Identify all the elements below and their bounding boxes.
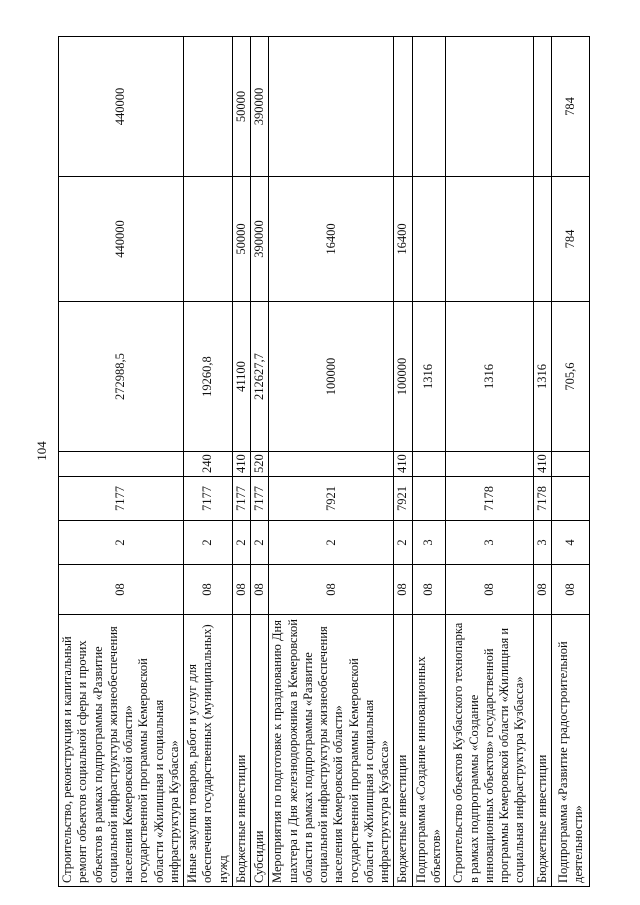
code-target-cell: 7921	[394, 477, 412, 521]
value-year2-cell: 16400	[394, 177, 412, 302]
table-row	[412, 37, 446, 887]
row-name-cell: Подпрограмма «Развитие градостроительной деятельности»	[552, 615, 590, 887]
page-number: 104	[34, 441, 49, 461]
table-row	[394, 37, 412, 887]
row-name-cell: Бюджетные инвестиции	[232, 615, 250, 887]
table-row	[446, 37, 534, 887]
code-expense-type-cell: 410	[534, 452, 552, 477]
code-section-cell: 08	[552, 565, 590, 615]
value-year1-cell: 705,6	[552, 302, 590, 452]
code-expense-type-cell	[552, 452, 590, 477]
code-section-cell: 08	[412, 565, 446, 615]
value-year2-cell	[446, 177, 534, 302]
value-year2-cell: 784	[552, 177, 590, 302]
value-year1-cell: 41100	[232, 302, 250, 452]
code-target-cell: 7177	[232, 477, 250, 521]
code-section-cell: 08	[446, 565, 534, 615]
value-year1-cell: 100000	[269, 302, 394, 452]
value-year3-cell	[269, 37, 394, 177]
code-target-cell: 7177	[184, 477, 233, 521]
row-name-cell: Субсидии	[251, 615, 269, 887]
row-name-cell: Бюджетные инвестиции	[534, 615, 552, 887]
value-year2-cell	[534, 177, 552, 302]
code-section-cell: 08	[534, 565, 552, 615]
value-year3-cell: 440000	[59, 37, 184, 177]
value-year2-cell: 16400	[269, 177, 394, 302]
value-year2-cell	[184, 177, 233, 302]
row-name-cell: Строительство, реконструкция и капитальный ремонт объектов социальной сферы и прочих объектов в рамках подпрограммы «Развитие социальной инфраструктуры жизнеобеспечения населения Кемеровской области» государственной программы Кемеровской области «Жилищная и социальная инфраструктура Кузбасса»	[59, 615, 184, 887]
code-target-cell: 7177	[251, 477, 269, 521]
code-target-cell: 7178	[534, 477, 552, 521]
code-section-cell: 08	[184, 565, 233, 615]
value-year2-cell: 390000	[251, 177, 269, 302]
code-subprogram-cell: 3	[412, 521, 446, 565]
value-year2-cell: 50000	[232, 177, 250, 302]
code-expense-type-cell: 410	[232, 452, 250, 477]
budget-table-body	[59, 37, 590, 887]
code-section-cell: 08	[269, 565, 394, 615]
value-year3-cell: 50000	[232, 37, 250, 177]
table-row	[552, 37, 590, 887]
value-year3-cell	[446, 37, 534, 177]
code-expense-type-cell	[59, 452, 184, 477]
row-name-cell: Подпрограмма «Создание инновационных объектов»	[412, 615, 446, 887]
value-year2-cell	[412, 177, 446, 302]
row-name-cell: Мероприятия по подготовке к празднованию Дня шахтера и Дня железнодорожника в Кемеровской области в рамках подпрограммы «Развитие социальной инфраструктуры жизнеобеспечения населения Кемеровской области» государственной программы Кемеровской области «Жилищная и социальная инфраструктура Кузбасса»	[269, 615, 394, 887]
table-row	[269, 37, 394, 887]
row-name-cell: Бюджетные инвестиции	[394, 615, 412, 887]
code-subprogram-cell: 2	[184, 521, 233, 565]
table-row	[184, 37, 233, 887]
code-expense-type-cell: 240	[184, 452, 233, 477]
value-year3-cell	[394, 37, 412, 177]
code-target-cell: 7177	[59, 477, 184, 521]
code-subprogram-cell: 3	[446, 521, 534, 565]
code-subprogram-cell: 2	[269, 521, 394, 565]
table-row	[251, 37, 269, 887]
code-subprogram-cell: 2	[232, 521, 250, 565]
value-year3-cell	[184, 37, 233, 177]
value-year1-cell: 1316	[412, 302, 446, 452]
value-year3-cell: 390000	[251, 37, 269, 177]
code-expense-type-cell	[412, 452, 446, 477]
value-year1-cell: 19260,8	[184, 302, 233, 452]
code-subprogram-cell: 2	[59, 521, 184, 565]
value-year1-cell: 100000	[394, 302, 412, 452]
code-section-cell: 08	[394, 565, 412, 615]
code-expense-type-cell	[269, 452, 394, 477]
code-target-cell: 7178	[446, 477, 534, 521]
code-expense-type-cell: 410	[394, 452, 412, 477]
code-expense-type-cell	[446, 452, 534, 477]
code-target-cell	[552, 477, 590, 521]
value-year1-cell: 1316	[446, 302, 534, 452]
code-section-cell: 08	[232, 565, 250, 615]
budget-table	[58, 36, 590, 887]
table-row	[534, 37, 552, 887]
value-year3-cell: 784	[552, 37, 590, 177]
code-target-cell: 7921	[269, 477, 394, 521]
code-subprogram-cell: 2	[251, 521, 269, 565]
code-expense-type-cell: 520	[251, 452, 269, 477]
value-year1-cell: 1316	[534, 302, 552, 452]
code-section-cell: 08	[251, 565, 269, 615]
table-row	[232, 37, 250, 887]
value-year3-cell	[412, 37, 446, 177]
code-subprogram-cell: 3	[534, 521, 552, 565]
value-year1-cell: 212627,7	[251, 302, 269, 452]
code-target-cell	[412, 477, 446, 521]
value-year1-cell: 272988,5	[59, 302, 184, 452]
value-year2-cell: 440000	[59, 177, 184, 302]
row-name-cell: Иные закупки товаров, работ и услуг для обеспечения государственных (муниципальных) нужд	[184, 615, 233, 887]
budget-table-container	[58, 37, 583, 887]
code-section-cell: 08	[59, 565, 184, 615]
value-year3-cell	[534, 37, 552, 177]
row-name-cell: Строительство объектов Кузбасского технопарка в рамках подпрограммы «Создание инновационных объектов» государственной программы Кемеровской области «Жилищная и социальная инфраструктура Кузбасса»	[446, 615, 534, 887]
code-subprogram-cell: 4	[552, 521, 590, 565]
code-subprogram-cell: 2	[394, 521, 412, 565]
table-row	[59, 37, 184, 887]
